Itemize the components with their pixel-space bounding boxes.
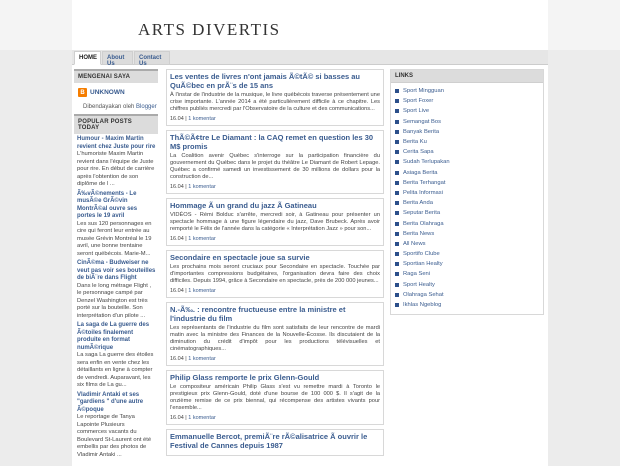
link-item[interactable]	[391, 300, 543, 310]
post-body: VIDÉOS - Rémi Bolduc s'arrête, mercredi soir, à Gatineau pour présenter un spectacle hommage à une figure légendaire du jazz, Dave Brubeck. Après avoir remporté le Félix de l'année dans la catégorie « Interprétation Jazz » pour son...	[170, 212, 380, 232]
link-item[interactable]	[391, 208, 543, 218]
link-label: All News	[403, 240, 426, 247]
square-bullet-icon	[395, 252, 399, 256]
link-label: Semangat Bos	[403, 118, 442, 125]
square-bullet-icon	[395, 303, 399, 307]
post-title[interactable]: Emmanuelle Bercot, premiÃ¨re rÃ©alisatrice Ã ouvrir le Festival de Cannes depuis 1987	[170, 432, 368, 450]
link-item[interactable]	[391, 280, 543, 290]
link-label: Sport Live	[403, 108, 430, 115]
links-widget	[390, 69, 544, 315]
profile-name[interactable]: UNKNOWN	[90, 89, 125, 96]
right-sidebar	[390, 69, 544, 315]
link-item[interactable]	[391, 178, 543, 188]
link-label: Ikhlas Ngeblog	[403, 302, 442, 309]
link-item[interactable]	[391, 137, 543, 147]
square-bullet-icon	[395, 150, 399, 154]
link-label: Raga Seni	[403, 271, 431, 278]
link-label: Berita Terhangat	[403, 179, 446, 186]
link-item[interactable]	[391, 229, 543, 239]
post-card	[166, 198, 384, 246]
post-date: 16.04	[170, 184, 184, 190]
post-comments-link[interactable]: 1 komentar	[188, 184, 216, 190]
popular-post-snippet: Les sus 120 personnages en cire qui feront leur entrée au musée Grévin Montréal le 19 avril, une bonne trentaine seront québécois. Marie-M...	[77, 220, 152, 257]
link-label: Sportian Healty	[403, 261, 443, 268]
post-body: Les représentants de l'industrie du film sont satisfaits de leur rencontre de mardi matin avec la ministre des Finances de la Nouvelle-Écosse. Ils discutaient de la diminution du crédit d'impôt pour les productions télévisuelles et cinématographiques...	[170, 325, 380, 352]
link-item[interactable]	[391, 106, 543, 116]
link-label: Berita Anda	[403, 200, 433, 207]
post-title[interactable]: N.-Ã‰. : rencontre fructueuse entre la ministre et l'industrie du film	[170, 305, 346, 323]
square-bullet-icon	[395, 89, 399, 93]
links-list	[391, 83, 543, 314]
link-label: Sport Foxer	[403, 98, 434, 105]
link-label: Sport Healty	[403, 281, 435, 288]
link-label: Asiaga Berita	[403, 169, 438, 176]
popular-posts-list	[74, 136, 158, 459]
tab-home[interactable]: HOME	[74, 51, 101, 65]
post-body: Les prochains mois seront cruciaux pour Secondaire en spectacle. Touchée par d'importantes compressions budgétaires, l'organisation devra faire des choix difficiles. Depuis 1994, grâce à Secondaire en spectacle, près de 200 000 jeunes...	[170, 264, 380, 284]
post-comments-link[interactable]: 1 komentar	[188, 116, 216, 122]
square-bullet-icon	[395, 232, 399, 236]
link-label: Seputar Berita	[403, 210, 441, 217]
post-title[interactable]: Hommage Ã un grand du jazz Ã Gatineau	[170, 201, 317, 210]
square-bullet-icon	[395, 201, 399, 205]
link-label: Banyak Berita	[403, 128, 440, 135]
link-label: Sudah Terlupakan	[403, 159, 450, 166]
link-item[interactable]	[391, 218, 543, 228]
square-bullet-icon	[395, 171, 399, 175]
square-bullet-icon	[395, 181, 399, 185]
post-card	[166, 250, 384, 298]
post-card	[166, 429, 384, 456]
square-bullet-icon	[395, 130, 399, 134]
post-comments-link[interactable]: 1 komentar	[188, 236, 216, 242]
popular-post-title[interactable]: La saga de La guerre des Ã©toiles finalement produite en format numÃ©rique	[77, 322, 150, 351]
powered-by	[74, 101, 158, 114]
post-date: 16.04	[170, 288, 184, 294]
link-item[interactable]	[391, 249, 543, 259]
square-bullet-icon	[395, 222, 399, 226]
links-heading: LINKS	[391, 70, 543, 83]
post-title[interactable]: Secondaire en spectacle joue sa survie	[170, 253, 310, 262]
square-bullet-icon	[395, 109, 399, 113]
square-bullet-icon	[395, 120, 399, 124]
popular-post-title[interactable]: Vladimir Antaki et ses "gardiens " d'une autre Ã©poque	[77, 391, 144, 413]
link-item[interactable]	[391, 147, 543, 157]
post-card	[166, 302, 384, 366]
post-body: À l'instar de l'industrie de la musique, le livre québécois traverse présentement une crise importante. L'année 2014 a été particulièrement difficile à ce chapitre. Les chiffres publiés mercredi par l'Observatoire de la culture et des communications...	[170, 92, 380, 112]
left-sidebar	[74, 69, 158, 459]
link-item[interactable]	[391, 117, 543, 127]
blogger-icon: B	[78, 88, 87, 97]
link-item[interactable]	[391, 127, 543, 137]
link-label: Olahraga Sehat	[403, 291, 444, 298]
post-card	[166, 370, 384, 425]
popular-post-title[interactable]: CinÃ©ma - Budweiser ne veut pas voir ses bouteilles de biÃ¨re dans Flight	[77, 260, 156, 281]
link-item[interactable]	[391, 259, 543, 269]
popular-post-snippet: La saga La guerre des étoiles sera enfin en vente chez les détaillants en ligne à compter de vendredi. Auparavant, les six films de La gu...	[77, 352, 154, 388]
square-bullet-icon	[395, 160, 399, 164]
square-bullet-icon	[395, 99, 399, 103]
square-bullet-icon	[395, 191, 399, 195]
popular-post-snippet: Dans le long métrage Flight , le personnage campé par Denzel Washington est très porté sur la bouteille. Son interprétation d'un pilote ...	[77, 282, 152, 319]
tab-about-us[interactable]: About Us	[102, 51, 133, 65]
post-comments-link[interactable]: 1 komentar	[188, 415, 216, 421]
popular-posts-heading: POPULAR POSTS TODAY	[74, 114, 158, 134]
powered-prefix: Dibendayakan oleh	[83, 104, 135, 110]
link-label: Cerita Sapa	[403, 149, 434, 156]
square-bullet-icon	[395, 140, 399, 144]
link-item[interactable]	[391, 96, 543, 106]
post-comments-link[interactable]: 1 komentar	[188, 356, 216, 362]
post-card	[166, 69, 384, 126]
post-date: 16.04	[170, 116, 184, 122]
square-bullet-icon	[395, 293, 399, 297]
link-label: Pelita Informasi	[403, 189, 443, 196]
profile-row	[74, 83, 158, 101]
post-comments-link[interactable]: 1 komentar	[188, 288, 216, 294]
post-title[interactable]: Philip Glass remporte le prix Glenn-Gould	[170, 373, 320, 382]
link-item[interactable]	[391, 168, 543, 178]
post-meta: 16.04 | 1 komentar	[170, 236, 216, 242]
square-bullet-icon	[395, 283, 399, 287]
site-title[interactable]: ARTS DIVERTIS	[138, 20, 281, 39]
link-item[interactable]	[391, 188, 543, 198]
tab-contact-us[interactable]: Contact Us	[134, 51, 170, 65]
link-item[interactable]	[391, 86, 543, 96]
link-label: Berita Ku	[403, 139, 427, 146]
square-bullet-icon	[395, 242, 399, 246]
profile-heading: MENGENAI SAYA	[74, 69, 158, 83]
link-item[interactable]	[391, 198, 543, 208]
post-meta: 16.04 | 1 komentar	[170, 116, 216, 122]
post-meta: 16.04 | 1 komentar	[170, 356, 216, 362]
link-label: Sport Mingguan	[403, 88, 444, 95]
link-label: Berita News	[403, 230, 435, 237]
popular-post-title[interactable]: Humour - Maxim Martin revient chez Juste pour rire	[77, 136, 156, 150]
post-date: 16.04	[170, 236, 184, 242]
square-bullet-icon	[395, 262, 399, 266]
link-label: Berita Olahraga	[403, 220, 444, 227]
popular-post-snippet: L'humoriste Maxim Martin revient dans l'équipe de Juste pour rire. En début de carrière après l'obtention de son diplôme de l ...	[77, 151, 155, 187]
post-date: 16.04	[170, 415, 184, 421]
popular-post-snippet: Le reportage de Tanya Lapointe Plusieurs commerces vacants du Boulevard St-Laurent ont été embellis par des photos de Vladimir Antaki ...	[77, 414, 152, 458]
main-posts-column	[166, 69, 384, 460]
link-item[interactable]	[391, 290, 543, 300]
link-item[interactable]	[391, 269, 543, 279]
post-title[interactable]: Les ventes de livres n'ont jamais Ã©tÃ© si basses au QuÃ©bec en prÃ¨s de 15 ans	[170, 72, 360, 90]
post-meta: 16.04 | 1 komentar	[170, 184, 216, 190]
post-title[interactable]: ThÃ©Ã¢tre Le Diamant : la CAQ remet en question les 30 M$ promis	[170, 133, 374, 151]
popular-post-title[interactable]: Ã‰vÃ©nements - Le musÃ©e GrÃ©vin MontrÃ©al ouvre ses portes le 19 avril	[77, 190, 138, 219]
link-item[interactable]	[391, 239, 543, 249]
link-item[interactable]	[391, 157, 543, 167]
post-body: La Coalition avenir Québec s'interroge sur la participation financière du gouvernement du Québec dans le projet du théâtre Le Diamant de Robert Lepage. Québec a confirmé samedi un investissement de 30 millions de dollars pour la construction de...	[170, 153, 380, 180]
post-meta: 16.04 | 1 komentar	[170, 415, 216, 421]
square-bullet-icon	[395, 211, 399, 215]
square-bullet-icon	[395, 272, 399, 276]
post-meta: 16.04 | 1 komentar	[170, 288, 216, 294]
navbar	[72, 50, 548, 65]
link-label: Sportifo Clube	[403, 251, 440, 258]
post-card	[166, 130, 384, 194]
post-date: 16.04	[170, 356, 184, 362]
blogger-link[interactable]: Blogger	[136, 104, 157, 110]
post-body: Le compositeur américain Philip Glass s'est vu remettre mardi à Toronto le prestigieux prix Glenn-Gould, doté d'une bourse de 100 000 $. Il s'agit de la onzième remise de ce prix biennal, qui récompense des artistes vivants pour l'ensemble...	[170, 384, 380, 411]
